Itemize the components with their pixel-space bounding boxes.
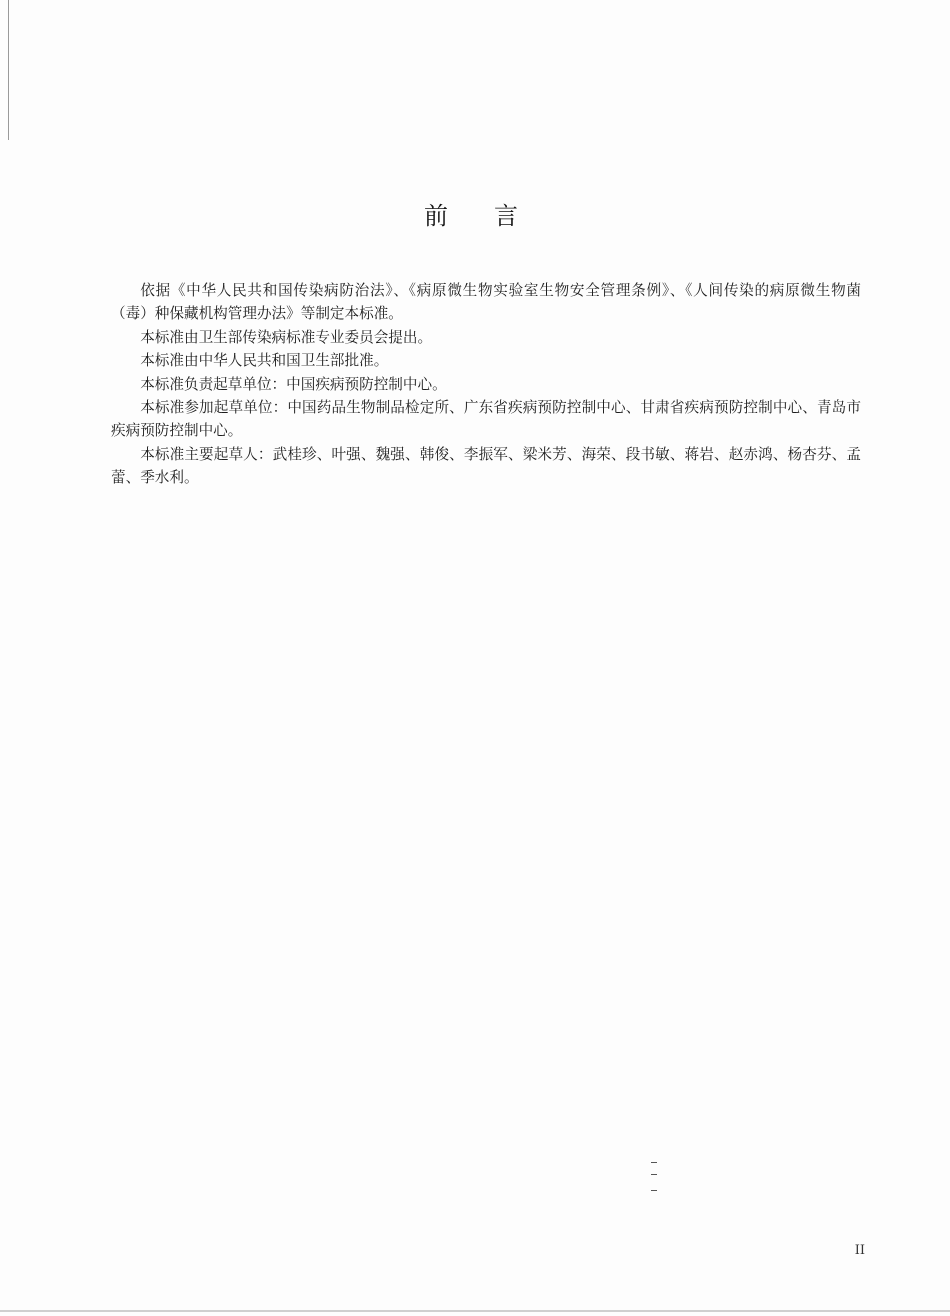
paragraph-main-drafters: 本标准主要起草人：武桂珍、叶强、魏强、韩俊、李振军、梁米芳、海荣、段书敏、蒋岩、赵赤鸿、杨杏芬、孟蕾、季水利。 bbox=[111, 445, 861, 487]
scan-mark bbox=[651, 1162, 657, 1163]
page-number: II bbox=[854, 1243, 865, 1258]
scan-edge-line bbox=[0, 1310, 950, 1312]
scan-mark bbox=[651, 1190, 657, 1191]
scan-artifact-marks bbox=[651, 1160, 659, 1196]
paragraph-approver: 本标准由中华人民共和国卫生部批准。 bbox=[140, 352, 389, 370]
paragraph-lead-drafter: 本标准负责起草单位：中国疾病预防控制中心。 bbox=[140, 375, 447, 393]
paragraph-participating-drafters: 本标准参加起草单位：中国药品生物制品检定所、广东省疾病预防控制中心、甘肃省疾病预防控制中心、青岛市疾病预防控制中心。 bbox=[111, 399, 861, 440]
scan-mark bbox=[651, 1174, 657, 1175]
page-title: 前言 bbox=[424, 202, 564, 230]
foreword-body bbox=[111, 279, 861, 490]
paragraph-basis: 依据《中华人民共和国传染病防治法》、《病原微生物实验室生物安全管理条例》、《人间传染的病原微生物菌（毒）种保藏机构管理办法》等制定本标准。 bbox=[111, 282, 861, 323]
paragraph-proposer: 本标准由卫生部传染病标准专业委员会提出。 bbox=[140, 328, 433, 346]
scan-edge-line bbox=[8, 0, 9, 140]
